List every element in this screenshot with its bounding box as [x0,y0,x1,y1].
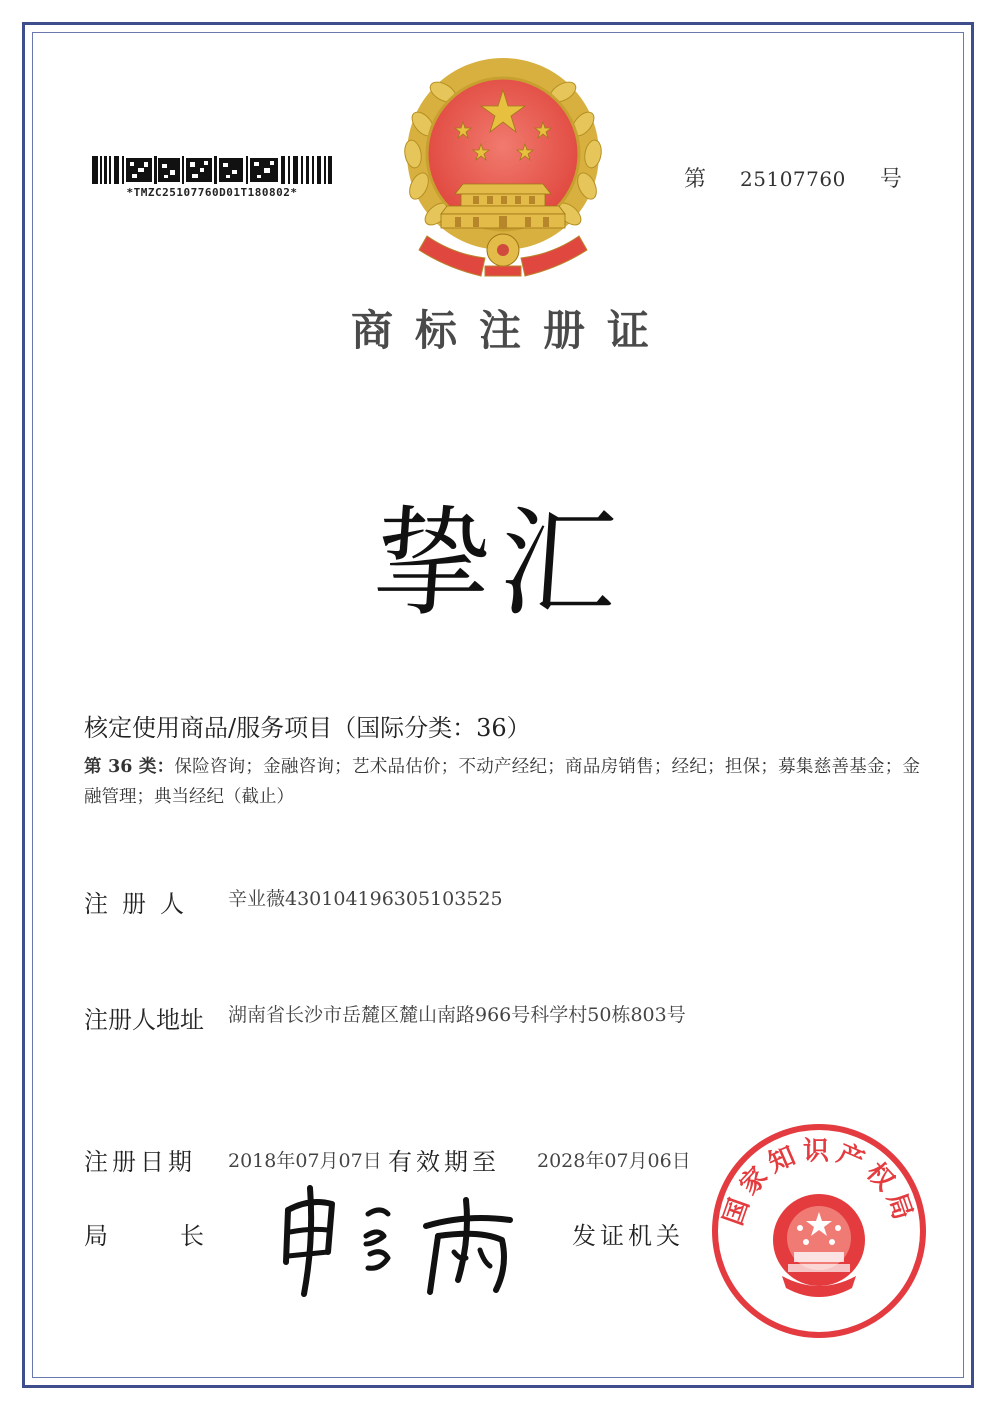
certificate-number [684,162,902,193]
cert-number-prefix: 第 [684,167,707,192]
registrant-value: 辛业薇430104196305103525 [228,888,503,910]
director-label-a: 局 [84,1222,108,1250]
goods-class-label: 第 36 类： [84,757,175,777]
issuing-authority-label: 发证机关 [572,1222,684,1250]
registrant-label: 注册人 [84,890,198,918]
address-value: 湖南省长沙市岳麓区麓山南路966号科学村50栋803号 [228,1004,686,1026]
national-emblem-icon [393,54,613,284]
cert-number-suffix: 号 [879,167,902,192]
address-label: 注册人地址 [84,1006,204,1034]
goods-services-heading: 核定使用商品/服务项目（国际分类：36） [84,714,531,742]
cert-number-value: 25107760 [740,167,846,191]
trademark-name: 挚汇 [368,494,631,632]
seal-text: 国家知识产权局 [718,1136,920,1230]
certificate-title: 商标注册证 [350,306,671,355]
goods-services-list [84,752,920,812]
official-seal [708,1120,930,1342]
goods-items: 保险咨询；金融咨询；艺术品估价；不动产经纪；商品房销售；经纪；担保；募集慈善基金；金融管理；典当经纪（截止） [84,757,920,807]
registration-date-label: 注册日期 [84,1148,196,1176]
seal-emblem-icon [773,1194,865,1297]
director-signature [270,1170,540,1300]
valid-until-value: 2028年07月06日 [537,1150,691,1172]
registration-date-value: 2018年07月07日 [228,1150,382,1172]
valid-until-label: 有效期至 [388,1148,500,1176]
barcode-text: *TMZC25107760D01T180802* [126,186,298,199]
barcode [92,156,332,184]
director-label-b: 长 [180,1222,204,1250]
